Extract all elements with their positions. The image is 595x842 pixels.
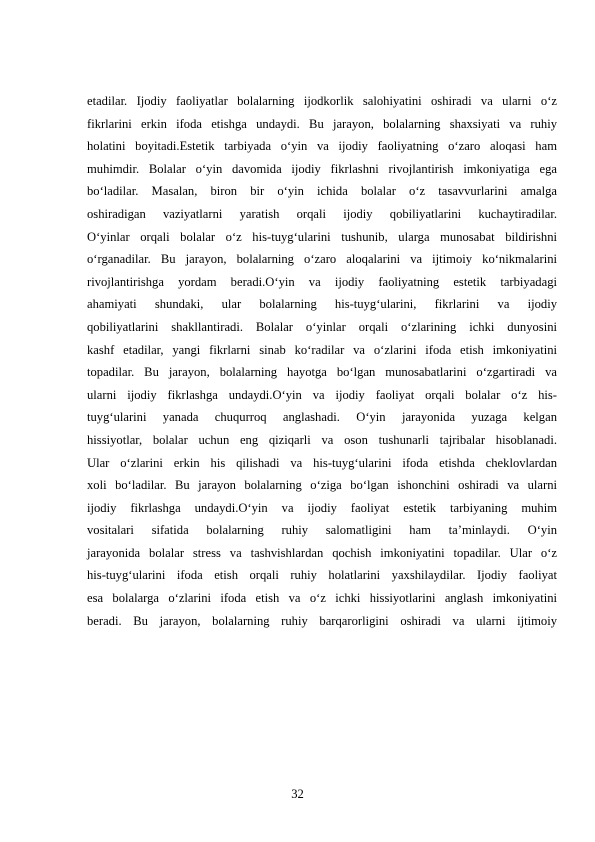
text-line: o‘rganadilar. Bu jarayon, bolalarning o‘zaro aloqalarini va ijtimoiy ko‘nikmalarini [87, 252, 557, 267]
text-line: Ular o‘zlarini erkin his qilishadi va his-tuyg‘ularini ifoda etishda cheklovlardan [87, 455, 557, 470]
text-line: tuyg‘ularini yanada chuqurroq anglashadi. O‘yin jarayonida yuzaga kelgan [87, 410, 557, 425]
text-line: esa bolalarga o‘zlarini ifoda etish va o‘z ichki hissiyotlarini anglash imkoniyatini [87, 591, 557, 606]
text-line: kashf etadilar, yangi fikrlarni sinab ko‘radilar va o‘zlarini ifoda etish imkoniyatini [87, 342, 557, 357]
body-text [87, 90, 557, 632]
text-line: topadilar. Bu jarayon, bolalarning hayotga bo‘lgan munosabatlarini o‘zgartiradi va [87, 365, 557, 380]
text-line: his-tuyg‘ularini ifoda etish orqali ruhiy holatlarini yaxshilaydilar. Ijodiy faoliyat [87, 568, 557, 583]
text-line: ijodiy fikrlashga undaydi.O‘yin va ijodiy faoliyat estetik tarbiyaning muhim [87, 500, 557, 515]
text-line: muhimdir. Bolalar o‘yin davomida ijodiy fikrlashni rivojlantirish imkoniyatiga ega [87, 161, 557, 176]
text-line: beradi. Bu jarayon, bolalarning ruhiy barqarorligini oshiradi va ularni ijtimoiy [87, 613, 557, 628]
text-line: ahamiyati shundaki, ular bolalarning his-tuyg‘ularini, fikrlarini va ijodiy [87, 297, 557, 312]
text-line: holatini boyitadi.Estetik tarbiyada o‘yin va ijodiy faoliyatning o‘zaro aloqasi ham [87, 139, 557, 154]
text-line: jarayonida bolalar stress va tashvishlardan qochish imkoniyatini topadilar. Ular o‘z [87, 545, 557, 560]
page-number: 32 [291, 787, 304, 801]
text-line: ularni ijodiy fikrlashga undaydi.O‘yin va ijodiy faoliyat orqali bolalar o‘z his- [87, 387, 557, 402]
text-line: oshiradigan vaziyatlarni yaratish orqali ijodiy qobiliyatlarini kuchaytiradilar. [87, 206, 557, 221]
text-line: hissiyotlar, bolalar uchun eng qiziqarli va oson tushunarli tajribalar hisoblanadi. [87, 432, 557, 447]
text-line: qobiliyatlarini shakllantiradi. Bolalar o‘yinlar orqali o‘zlarining ichki dunyosini [87, 319, 557, 334]
text-line: bo‘ladilar. Masalan, biron bir o‘yin ichida bolalar o‘z tasavvurlarini amalga [87, 184, 557, 199]
text-line: O‘yinlar orqali bolalar o‘z his-tuyg‘ularini tushunib, ularga munosabat bildirishni [87, 229, 557, 244]
text-line: fikrlarini erkin ifoda etishga undaydi. Bu jarayon, bolalarning shaxsiyati va ruhiy [87, 116, 557, 131]
text-line: etadilar. Ijodiy faoliyatlar bolalarning ijodkorlik salohiyatini oshiradi va ularni o‘z [87, 94, 557, 108]
text-line: rivojlantirishga yordam beradi.O‘yin va ijodiy faoliyatning estetik tarbiyadagi [87, 274, 557, 289]
text-line: xoli bo‘ladilar. Bu jarayon bolalarning o‘ziga bo‘lgan ishonchini oshiradi va ularni [87, 478, 557, 493]
text-line: vositalari sifatida bolalarning ruhiy salomatligini ham ta’minlaydi. O‘yin [87, 523, 557, 538]
